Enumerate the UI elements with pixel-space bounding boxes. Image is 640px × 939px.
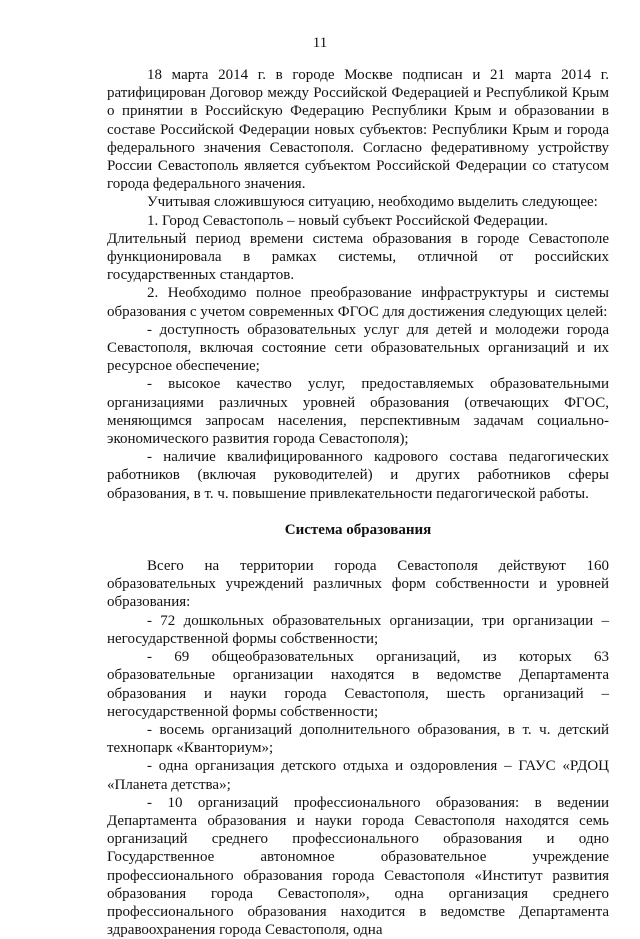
situation-intro: Учитывая сложившуюся ситуацию, необходимо выделить следующее:: [147, 194, 598, 211]
goal-item: - доступность образовательных услуг для детей и молодежи города Севастополя, включая состояние сети образовательных организаций и их ресурсное обеспечение;: [107, 321, 609, 375]
list-item: - 72 дошкольных образовательных организации, три организации – негосударственной формы собственности;: [107, 612, 609, 647]
list-item: - 10 организаций профессионального образования: в ведении Департамента образования и науки города Севастополя находятся семь организаций среднего профессионального образования и одно Государственное автономное образовательное учреждение профессионального образования города Севастополя «Институт развития образования города Севастополя», одна организация среднего профессионального образования находится в ведомстве Департамента здравоохранения города Севастополя, одна: [107, 794, 609, 939]
list-item: - 69 общеобразовательных организаций, из которых 63 образовательные организации находятся в ведомстве Департамента образования и науки города Севастополя, шесть организаций – негосударственной формы собственности;: [107, 649, 609, 720]
point-1-title: 1. Город Севастополь – новый субъект Российской Федерации.: [147, 212, 548, 229]
point-1-text: Длительный период времени система образования в городе Севастополе функционировала в рамках системы, отличной от российских государственных стандартов.: [107, 230, 609, 284]
list-item: - одна организация детского отдыха и оздоровления – ГАУС «РДОЦ «Планета детства»;: [107, 758, 609, 793]
point-2-title: 2. Необходимо полное преобразование инфраструктуры и системы образования с учетом современных ФГОС для достижения следующих целей:: [107, 285, 609, 320]
page-number: 11: [312, 35, 328, 51]
page-content: [107, 66, 609, 939]
goal-item: - наличие квалифицированного кадрового состава педагогических работников (включая руководителей) и других работников сферы образования, в т. ч. повышение привлекательности педагогической работы.: [107, 449, 609, 502]
section-intro: Всего на территории города Севастополя действуют 160 образовательных учреждений различных форм собственности и уровней образования:: [107, 558, 609, 611]
list-item: - восемь организаций дополнительного образования, в т. ч. детский технопарк «Кванториум»;: [107, 721, 609, 757]
intro-paragraph: 18 марта 2014 г. в городе Москве подписан и 21 марта 2014 г. ратифицирован Договор между Российской Федерацией и Республикой Крым о принятии в Российскую Федерацию Республики Крым и образовании в составе Российской Федерации новых субъектов: Республики Крым и города федерального значения Севастополя. Согласно федеративному устройству России Севастополь является субъектом Российской Федерации со статусом города федерального значения.: [107, 67, 609, 193]
goal-item: - высокое качество услуг, предоставляемых образовательными организациями различных уровней образования (отвечающих ФГОС, меняющимся запросам населения, перспективным задачам социально-экономического развития города Севастополя);: [107, 376, 609, 448]
section-heading: Система образования: [284, 521, 432, 538]
